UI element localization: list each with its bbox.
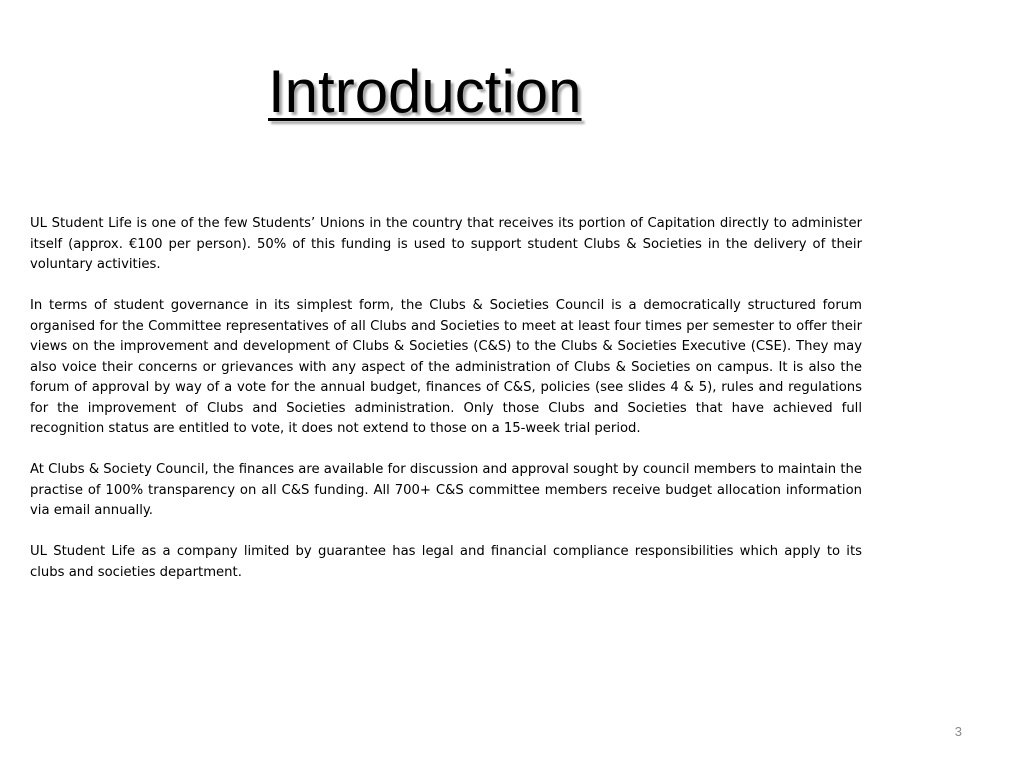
slide-title: Introduction: [268, 58, 582, 125]
page-number: 3: [954, 724, 962, 739]
paragraph-compliance: UL Student Life as a company limited by guarantee has legal and financial compliance responsibilities which apply to its clubs and societies department.: [30, 544, 862, 580]
body-text: [30, 214, 862, 604]
paragraph-governance: In terms of student governance in its simplest form, the Clubs & Societies Council is a democratically structured forum organised for the Committee representatives of all Clubs and Societies to meet at least four times per semester to offer their views on the improvement and development of Clubs & Societies (C&S) to the Clubs & Societies Executive (CSE). They may also voice their concerns or grievances with any aspect of the administration of Clubs & Societies on campus. It is also the forum of approval by way of a vote for the annual budget, finances of C&S, policies (see slides 4 & 5), rules and regulations for the improvement of Clubs and Societies administration. Only those Clubs and Societies that have achieved full recognition status are entitled to vote, it does not extend to those on a 15-week trial period.: [30, 298, 862, 436]
paragraph-capitation: UL Student Life is one of the few Students’ Unions in the country that receives its portion of Capitation directly to administer itself (approx. €100 per person). 50% of this funding is used to support student Clubs & Societies in the delivery of their voluntary activities.: [30, 216, 862, 272]
paragraph-finances: At Clubs & Society Council, the finances are available for discussion and approval sought by council members to maintain the practise of 100% transparency on all C&S funding. All 700+ C&S committee members receive budget allocation information via email annually.: [30, 462, 862, 518]
